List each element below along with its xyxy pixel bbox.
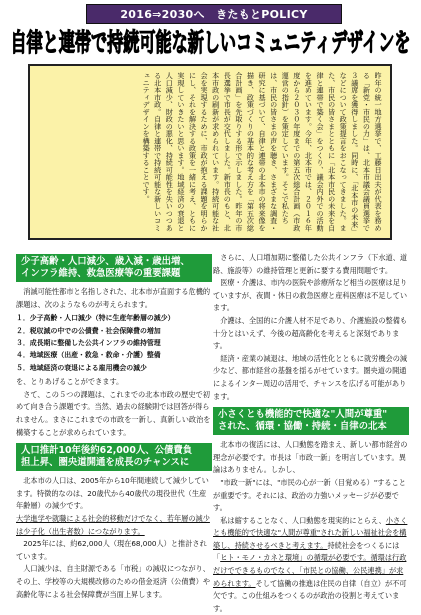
issue-list (16, 312, 212, 374)
section-heading-vision (213, 407, 409, 435)
paragraph: 医療・介護は、市内の医院や診療所など相当の医療は足りていますが、夜間・休日の救急医療と産科医療は不足しています。 (213, 278, 408, 313)
paragraph: 北本市の人口は、2005年から10年間連続して減少しています。特徴的なのは、20歳代から40歳代の現役世代（生産年齢層）の減少です。 (16, 476, 209, 511)
paragraph: "市政一新"には、"市民の心が一新（目覚める）"することが重要です。それには、政治の力強いメッセージが必要です。 (213, 477, 406, 513)
section-heading-issues (16, 254, 212, 282)
headline-text: 自律と連帯で持続可能な新しいコミュニティデザインを (10, 28, 411, 57)
paragraph: 2025年には、約62,000人（現在68,000人）と推計されています。 (16, 539, 207, 561)
text-run: 持続社会をつくるには「 (213, 540, 400, 563)
left-column (16, 252, 212, 601)
banner-title: 2016⇒2030へ きたもとPOLICY (120, 8, 308, 21)
section-heading-population (16, 443, 212, 471)
heading-line: 少子高齢・人口減少、歳入減・歳出増、 (21, 256, 190, 267)
heading-line: 担上昇、圏央道開通を成長のチャンスに (21, 457, 190, 469)
paragraph: 北本市の復活には、人口動態を踏まえ、新しい都市経営の理念が必要です。市長は「市政一新」を明言しています。異論はありません。しかし、 (213, 440, 408, 475)
issue-item: ２．税収減の中での公債費・社会保障費の増加 (16, 326, 161, 335)
paragraph: さて、この５つの課題は、これまでの北本市政の歴史で初めて向き合う課題です。当然、過去の経験則では回答が得られません。まさにこれまでの市政を一新し、真新しい政治を構築することが求められています。 (16, 389, 211, 437)
issue-item: １．少子高齢・人口減少（特に生産年齢層の減少） (16, 314, 175, 323)
paragraph: 人口減少は、自主財源である「市税」の減収につながり、その上、学校等の大規模改修のための借金返済（公債費）や高齢化等による社会保障費が当面上昇します。 (16, 564, 211, 599)
issue-item: ４．地域医療（出産・救急・救命・介護）整備 (16, 351, 161, 360)
text-run: 私は縮することなく、人口動態を現実的にとらえ、 (220, 515, 386, 525)
paragraph: 消滅可能性都市と名指しされた、北本市が直面する危機的課題は、次のようなものが考えられます。 (16, 287, 211, 309)
intro-box (28, 64, 392, 240)
paragraph: さらに、人口増加期に整備した公共インフラ（下水道、道路、施設等）の維持管理と更新に要する費用問題です。 (213, 253, 408, 275)
right-column (213, 252, 409, 615)
issue-item: ５．地域経済の衰退による雇用機会の減少 (16, 363, 147, 372)
paragraph (213, 515, 409, 615)
paragraph-underlined: 大学進学や就職による社会的移動だけでなく、若年層の減少は少子化（出生者数）につながります。 (16, 513, 210, 536)
intro-text: 昨年の統一地方選挙で、工藤日出夫が代表を務める「新党・市民の力」は、北本市議会議員選挙で３議席を獲得しました。同時に、「北本市の未来」などについて政策提言をおこなってきました。また、市民の皆さまとともに「北本市民の未来を自律と連帯で築く会」をつくり、議会内外での活動を進めています。今年、北本市では、２０１６年度から２０３０年度までの第五次総合計画（市政運営の指針）を策定しています。そこで私たちは、市民の皆さまの声を聴き、さまざまな調査・研究に基づいて、自律と連帯の北本市の将来像を描き、政策づくりの基本的な考え方を「第五次総合計画」を先取りする形で示しました。昨年の市長選挙で市長が交代しました。新市長のもと、北本市政の刷新が求められています。持続可能な社会を実現するために、市政が抱える課題を明らかにし、それを解決する政策を一緒に考え、ともに実現していきたいと思います。地域経済の衰退と人口減少、財政の悪化、持続可能性を失いつつある北本市政。自律と連帯で持続可能な新しいコミュニティデザインを構築することです。 (142, 72, 383, 232)
text-run-underlined: ヒト・モノ・カネと環境」の循環が必要です。循環は行政だけでできるものでなく、「市民との協働、公民連携」が求められます。 (213, 553, 407, 588)
heading-line: された、循環・協働・持続・自律の北本 (218, 421, 387, 433)
text-run: そして協働の推進は住民の自律（自立）が不可欠です。この仕組みをつくるのが政治の役割と考えています。 (213, 578, 407, 613)
heading-line: インフラ維持、救急医療等の重要課題 (21, 268, 181, 279)
paragraph: を、とりあげることができます。 (16, 377, 124, 387)
headline-svg (6, 26, 415, 58)
heading-line: 人口推計10年後約62,000人、公債費負 (21, 445, 193, 457)
paragraph: 経済・産業の減退は、地域の活性化とともに就労機会の減少など、都市経営の基盤を揺るがせています。圏央道の開通によるインター周辺の活用で、チャンスを広げる可能があります。 (213, 353, 408, 401)
text-run-underlined: 小さくとも機能的で快適な"人間が尊重"された新しい福祉社会を構築し、持続させるべきと考えます。 (213, 515, 408, 550)
title-banner (86, 4, 342, 24)
paragraph: 介護は、全国的に介護人材不足であり、介護施設の整備も十分とはいえず、今後の超高齢化を考えると深刻であります。 (213, 315, 408, 351)
issue-item: ３．成長期に整備した公共インフラの維持管理 (16, 339, 161, 347)
heading-line: 小さくとも機能的で快適な"人間が尊重" (218, 409, 388, 421)
headline (6, 26, 415, 58)
